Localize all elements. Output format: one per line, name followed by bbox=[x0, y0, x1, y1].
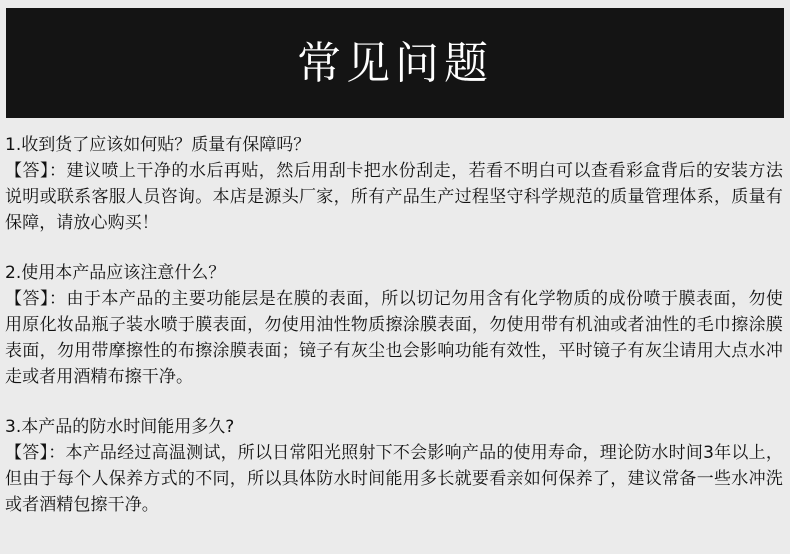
faq-question-1: 1.收到货了应该如何贴？质量有保障吗？ bbox=[5, 135, 311, 155]
faq-answer-1 bbox=[5, 158, 783, 236]
faq-answer-3 bbox=[5, 440, 783, 518]
title-banner bbox=[6, 8, 784, 118]
answer-tag-3: 【答】 bbox=[5, 443, 49, 463]
faq-item-2 bbox=[5, 261, 783, 390]
faq-item-1 bbox=[5, 133, 783, 236]
faq-question-3: 3.本产品的防水时间能用多久? bbox=[5, 417, 235, 437]
faq-answer-2 bbox=[5, 286, 783, 390]
answer-tag-2: 【答】 bbox=[5, 289, 49, 309]
faq-answer-text-3: ：本产品经过高温测试，所以日常阳光照射下不会影响产品的使用寿命，理论防水时间3年以上，但由于每个人保养方式的不同，所以具体防水时间能用多长就要看亲如何保养了，建议常备一些水冲洗或者酒精包擦干净。 bbox=[5, 443, 783, 515]
answer-tag-1: 【答】 bbox=[5, 161, 49, 181]
faq-answer-text-1: ：建议喷上干净的水后再贴，然后用刮卡把水份刮走，若看不明白可以查看彩盒背后的安装方法说明或联系客服人员咨询。本店是源头厂家，所有产品生产过程坚守科学规范的质量管理体系，质量有保障，请放心购买！ bbox=[5, 161, 783, 233]
faq-item-3 bbox=[5, 415, 783, 518]
faq-question-2: 2.使用本产品应该注意什么？ bbox=[5, 263, 226, 283]
faq-list bbox=[5, 133, 783, 543]
page-title: 常见问题 bbox=[297, 38, 493, 89]
faq-answer-text-2: ：由于本产品的主要功能层是在膜的表面，所以切记勿用含有化学物质的成份喷于膜表面，勿使用原化妆品瓶子装水喷于膜表面，勿使用油性物质擦涂膜表面，勿使用带有机油或者油性的毛巾擦涂膜表面，勿用带摩擦性的布擦涂膜表面；镜子有灰尘也会影响功能有效性，平时镜子有灰尘请用大点水冲走或者用酒精布擦干净。 bbox=[5, 289, 783, 387]
